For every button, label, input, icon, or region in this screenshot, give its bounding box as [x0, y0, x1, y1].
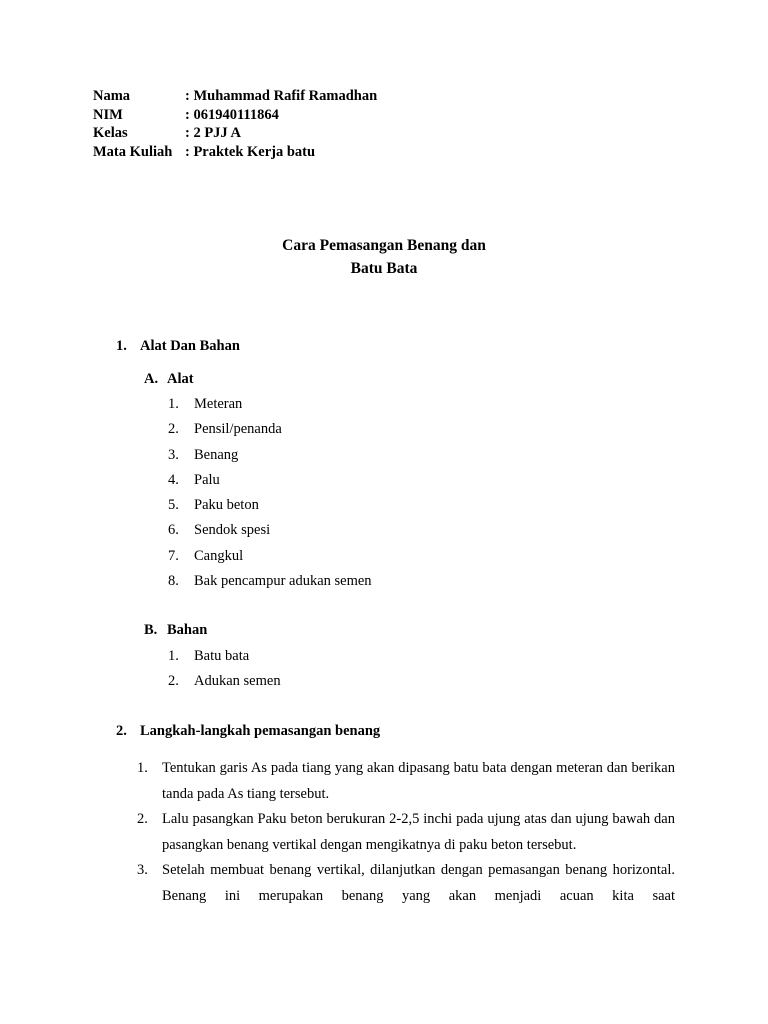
- alat-list: [168, 396, 372, 598]
- item-number: 2.: [168, 673, 179, 690]
- section-number: 1.: [116, 338, 127, 354]
- item-text: Meteran: [194, 396, 243, 412]
- step-number: 1.: [137, 760, 148, 776]
- item-text: Batu bata: [194, 648, 250, 664]
- item-number: 4.: [168, 471, 179, 488]
- list-item: [168, 396, 372, 421]
- item-text: Palu: [194, 471, 220, 488]
- item-number: 7.: [168, 547, 179, 564]
- step-text: Setelah membuat benang vertikal, dilanjutkan dengan pemasangan benang horizontal. Benang ini merupakan benang yang akan menjadi acuan kita saat: [162, 862, 675, 904]
- step-item: [137, 756, 675, 807]
- info-value: : Muhammad Rafif Ramadhan: [185, 88, 378, 104]
- list-item: [168, 497, 372, 522]
- info-label: Kelas: [93, 125, 128, 141]
- step-item: [137, 858, 675, 909]
- item-text: Adukan semen: [194, 673, 281, 690]
- info-label: Nama: [93, 88, 131, 104]
- sub-title: Bahan: [167, 622, 208, 638]
- section-number: 2.: [116, 723, 127, 739]
- steps-list: [137, 756, 675, 909]
- sub-letter: B.: [144, 622, 158, 638]
- subheading-alat: [144, 371, 194, 388]
- item-number: 6.: [168, 522, 179, 539]
- item-number: 1.: [168, 648, 179, 664]
- sub-letter: A.: [144, 371, 159, 387]
- title-line-2: Batu Bata: [350, 260, 418, 277]
- title-line-1: Cara Pemasangan Benang dan: [282, 237, 486, 254]
- section-heading-langkah: [116, 723, 380, 740]
- item-number: 8.: [168, 573, 179, 590]
- document-title: [0, 234, 768, 280]
- student-info: [93, 87, 377, 161]
- step-number: 3.: [137, 862, 148, 878]
- info-row-mata-kuliah: [93, 143, 377, 162]
- item-text: Bak pencampur adukan semen: [194, 573, 372, 590]
- info-value: : Praktek Kerja batu: [185, 143, 316, 160]
- step-text: Tentukan garis As pada tiang yang akan dipasang batu bata dengan meteran dan berikan tanda pada As tiang tersebut.: [162, 760, 675, 802]
- item-text: Cangkul: [194, 547, 244, 564]
- section-title: Langkah-langkah pemasangan benang: [140, 723, 381, 739]
- item-text: Benang: [194, 446, 239, 463]
- item-text: Paku beton: [194, 497, 259, 514]
- bahan-list: [168, 648, 281, 699]
- info-value: : 061940111864: [185, 106, 279, 123]
- item-number: 2.: [168, 421, 179, 438]
- info-value: : 2 PJJ A: [185, 125, 241, 141]
- item-text: Pensil/penanda: [194, 421, 282, 438]
- list-item: [168, 573, 372, 598]
- list-item: [168, 472, 372, 497]
- step-text: Lalu pasangkan Paku beton berukuran 2-2,5 inchi pada ujung atas dan ujung bawah dan pasangkan benang vertikal dengan mengikatnya di paku beton tersebut.: [162, 811, 675, 853]
- item-number: 5.: [168, 497, 179, 514]
- list-item: [168, 673, 281, 698]
- list-item: [168, 648, 281, 673]
- info-row-kelas: [93, 124, 377, 143]
- step-number: 2.: [137, 811, 148, 827]
- list-item: [168, 447, 372, 472]
- list-item: [168, 522, 372, 547]
- info-row-nim: [93, 106, 377, 125]
- step-item: [137, 807, 675, 858]
- info-label: NIM: [93, 106, 123, 123]
- list-item: [168, 548, 372, 573]
- item-number: 1.: [168, 396, 179, 412]
- item-number: 3.: [168, 446, 179, 463]
- subheading-bahan: [144, 622, 207, 639]
- sub-title: Alat: [167, 371, 194, 387]
- item-text: Sendok spesi: [194, 522, 271, 539]
- info-row-nama: [93, 87, 377, 106]
- section-title: Alat Dan Bahan: [140, 338, 240, 354]
- section-heading-alat-dan-bahan: [116, 338, 240, 355]
- info-label: Mata Kuliah: [93, 143, 173, 160]
- list-item: [168, 421, 372, 446]
